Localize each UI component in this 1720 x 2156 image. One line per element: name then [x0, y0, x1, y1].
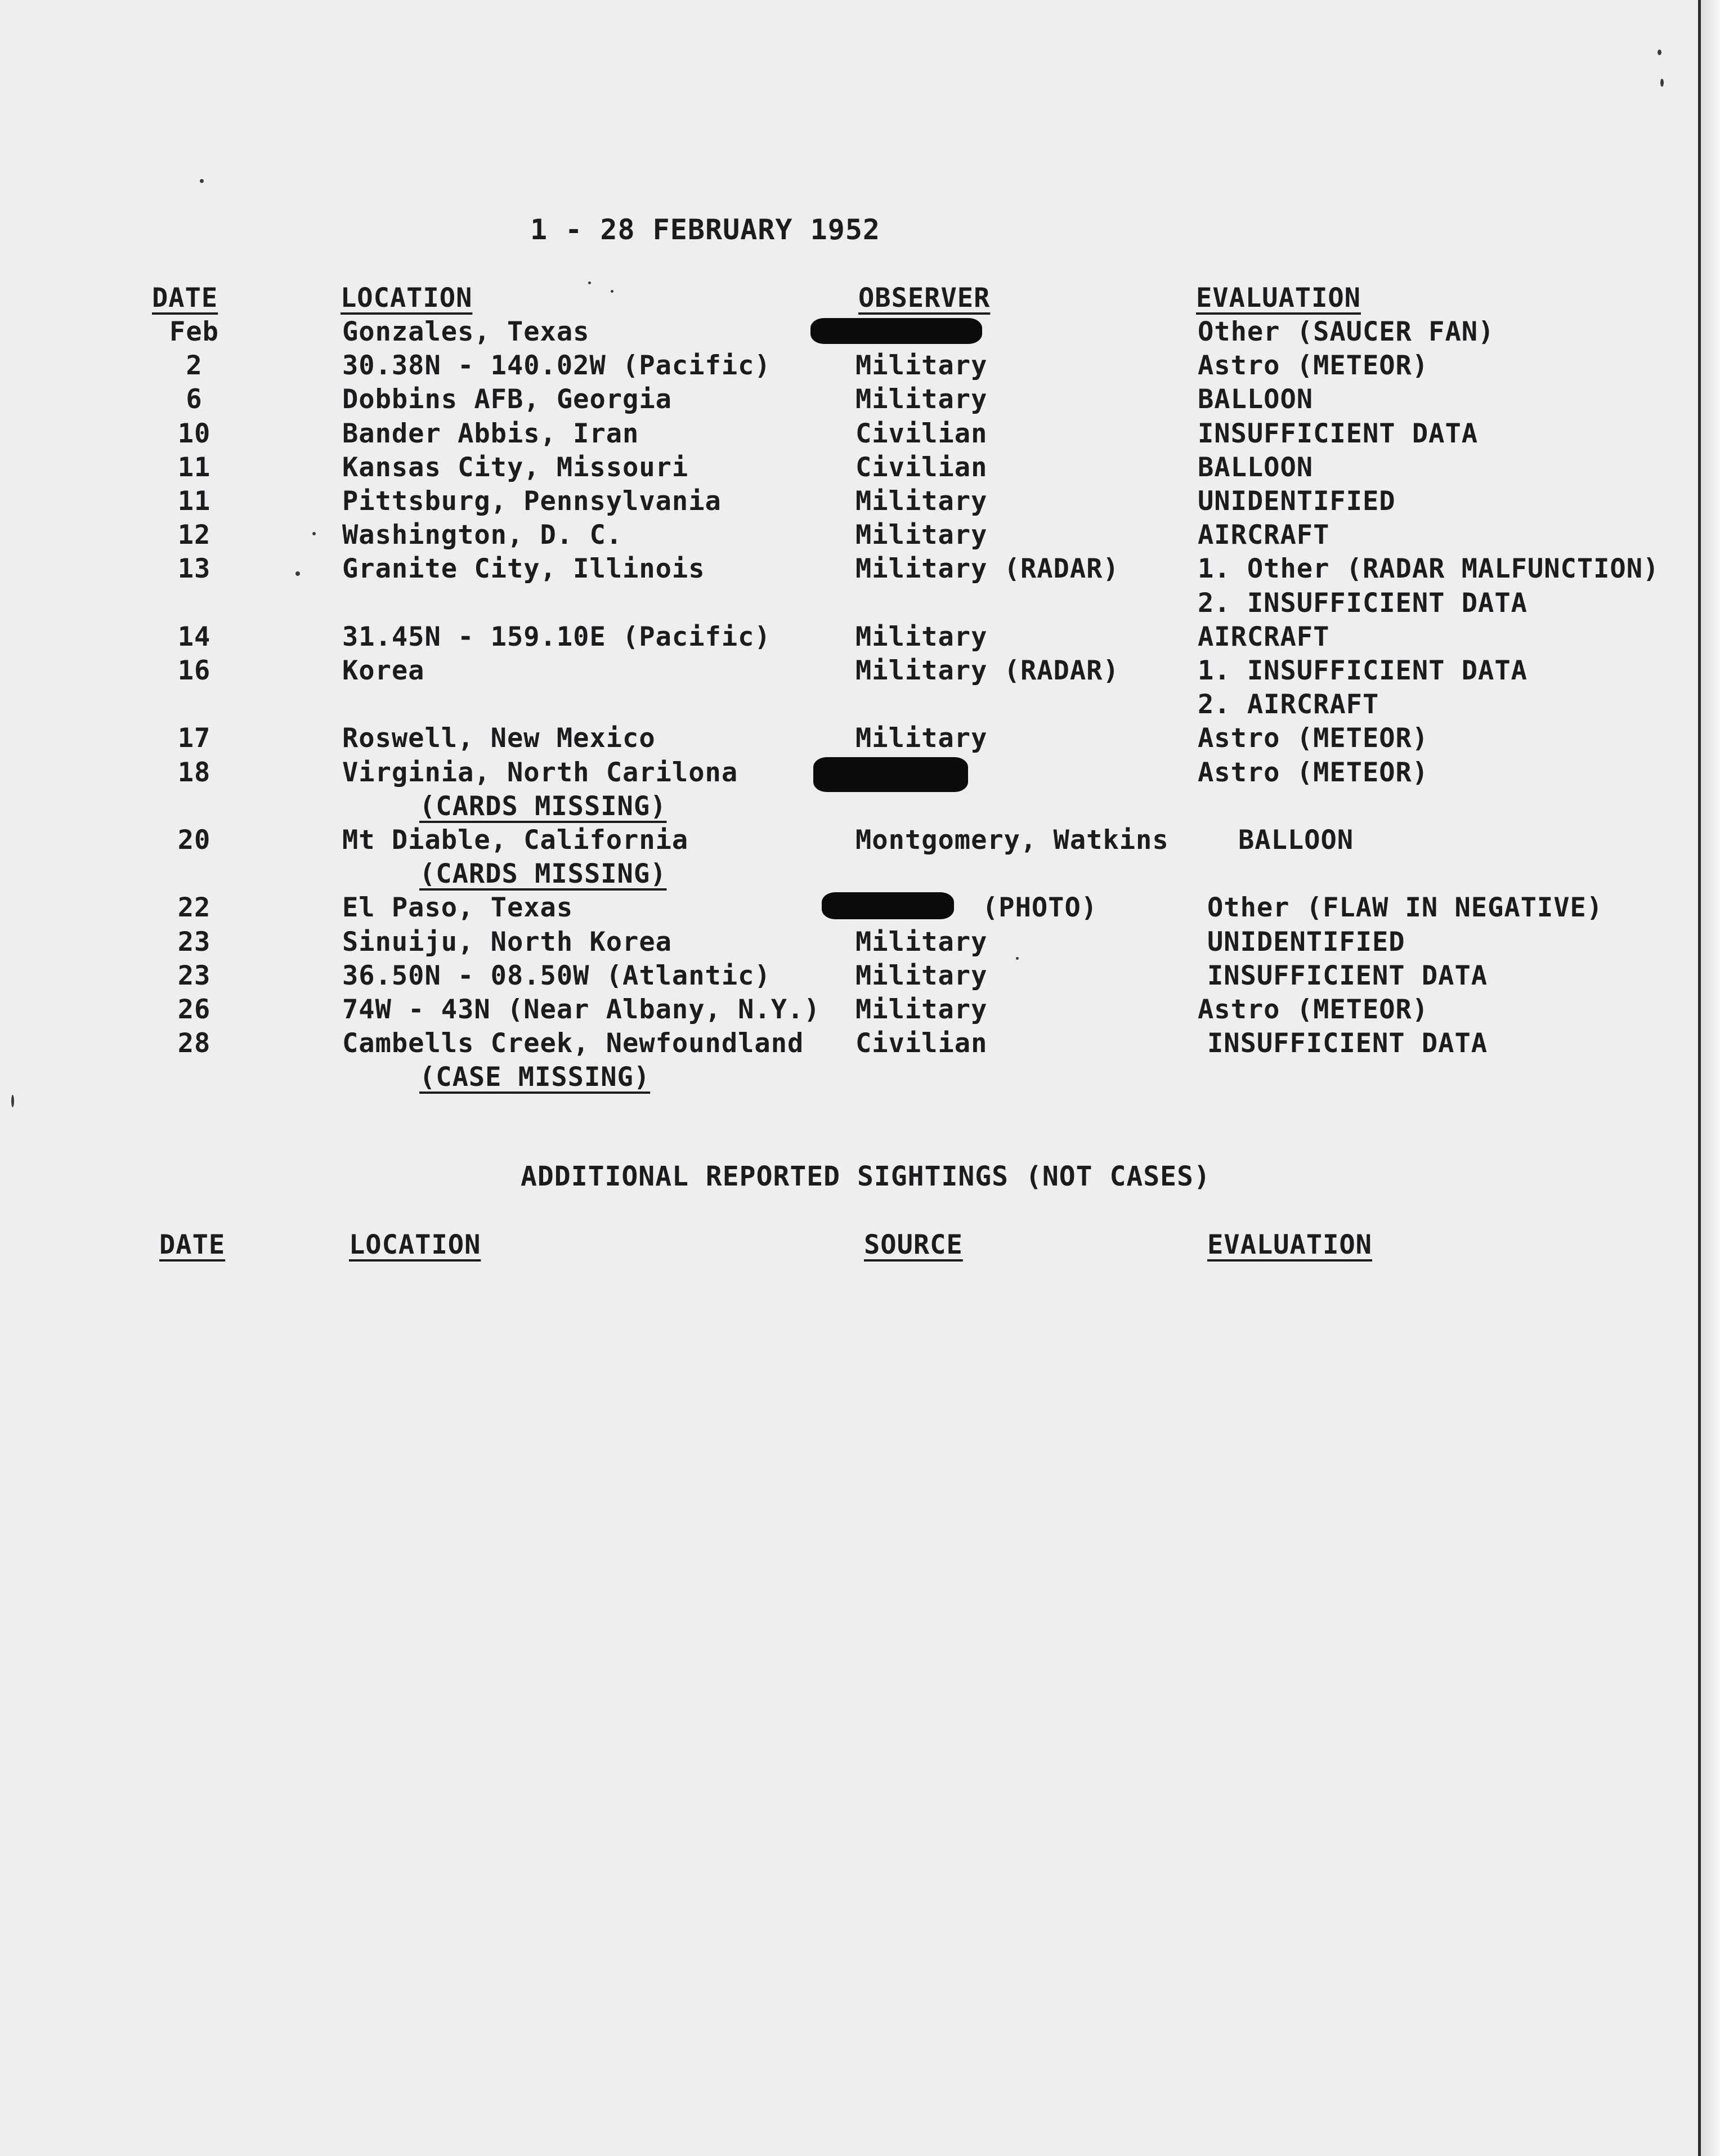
row-observer: Military	[855, 486, 988, 517]
row-location: 30.38N - 140.02W (Pacific)	[342, 350, 771, 381]
table-row	[0, 790, 1700, 824]
scan-speck	[1660, 79, 1664, 87]
row-evaluation: INSUFFICIENT DATA	[1207, 960, 1488, 991]
table-row	[0, 587, 1700, 620]
row-observer: Military	[855, 384, 988, 415]
table-row	[0, 552, 1700, 586]
row-location: Cambells Creek, Newfoundland	[342, 1028, 804, 1059]
row-date: 16	[177, 655, 211, 686]
row-location: Kansas City, Missouri	[342, 452, 689, 483]
row-observer: Military	[855, 960, 988, 991]
row-evaluation: UNIDENTIFIED	[1207, 927, 1405, 958]
row-evaluation: 1. Other (RADAR MALFUNCTION)	[1198, 553, 1660, 584]
table-row	[0, 1027, 1700, 1061]
scan-speck	[588, 281, 591, 284]
scan-speck	[1658, 50, 1661, 55]
row-evaluation: Other (SAUCER FAN)	[1198, 316, 1495, 347]
row-date: 12	[177, 520, 211, 551]
row-evaluation: Astro (METEOR)	[1198, 723, 1429, 754]
row-date: Feb	[169, 316, 219, 347]
table-row	[0, 383, 1700, 417]
additional-header-evaluation: EVALUATION	[1207, 1229, 1372, 1260]
row-observer: Military (RADAR)	[855, 553, 1119, 584]
row-date: 23	[177, 960, 211, 991]
table-row	[0, 451, 1700, 485]
page-edge-shadow	[1698, 0, 1720, 2156]
additional-header-date: DATE	[159, 1229, 226, 1260]
row-location: Virginia, North Carilona	[342, 757, 738, 788]
table-row	[0, 485, 1700, 518]
row-observer: Military	[855, 621, 988, 652]
row-location: Gonzales, Texas	[342, 316, 590, 347]
additional-sightings-title: ADDITIONAL REPORTED SIGHTINGS (NOT CASES)	[521, 1161, 1211, 1192]
row-evaluation: BALLOON	[1198, 384, 1314, 415]
row-date: 11	[177, 486, 211, 517]
row-location: Roswell, New Mexico	[342, 723, 656, 754]
table-row	[0, 1061, 1700, 1094]
row-date: 18	[177, 757, 211, 788]
table-row	[0, 925, 1700, 959]
table-row	[0, 824, 1700, 857]
row-date: 11	[177, 452, 211, 483]
row-location: Washington, D. C.	[342, 520, 623, 551]
row-location: El Paso, Texas	[342, 892, 574, 923]
row-location: Korea	[342, 655, 425, 686]
table-row	[0, 688, 1700, 722]
table-row	[0, 857, 1700, 891]
row-location: Sinuiju, North Korea	[342, 927, 672, 958]
row-location: Pittsburg, Pennsylvania	[342, 486, 722, 517]
row-observer: Civilian	[855, 418, 988, 449]
additional-header-source: SOURCE	[864, 1229, 963, 1260]
row-date: 13	[177, 553, 211, 584]
page-title: 1 - 28 FEBRUARY 1952	[530, 213, 881, 246]
scan-speck	[11, 1095, 14, 1107]
header-observer: OBSERVER	[858, 283, 991, 314]
row-observer: Military	[855, 350, 988, 381]
row-evaluation: 2. INSUFFICIENT DATA	[1198, 588, 1528, 619]
row-observer: Military	[855, 927, 988, 958]
row-evaluation: AIRCRAFT	[1198, 621, 1330, 652]
row-evaluation: BALLOON	[1238, 825, 1354, 856]
row-location: 74W - 43N (Near Albany, N.Y.)	[342, 994, 821, 1025]
table-row	[0, 349, 1700, 383]
redaction-mark	[813, 757, 968, 792]
row-date: 23	[177, 927, 211, 958]
row-location: Bander Abbis, Iran	[342, 418, 639, 449]
row-evaluation: UNIDENTIFIED	[1198, 486, 1396, 517]
row-observer: Military	[855, 723, 988, 754]
redaction-mark	[810, 318, 982, 344]
row-evaluation: INSUFFICIENT DATA	[1198, 418, 1479, 449]
row-location: Dobbins AFB, Georgia	[342, 384, 672, 415]
row-location: Mt Diable, California	[342, 825, 689, 856]
row-evaluation: Astro (METEOR)	[1198, 757, 1429, 788]
row-date: 28	[177, 1028, 211, 1059]
row-date: 20	[177, 825, 211, 856]
row-evaluation: Astro (METEOR)	[1198, 350, 1429, 381]
row-date: 10	[177, 418, 211, 449]
row-date: 2	[186, 350, 203, 381]
row-location: 36.50N - 08.50W (Atlantic)	[342, 960, 771, 991]
row-evaluation: 1. INSUFFICIENT DATA	[1198, 655, 1528, 686]
row-observer: (PHOTO)	[982, 892, 1098, 923]
row-observer: Military	[855, 994, 988, 1025]
row-location: 31.45N - 159.10E (Pacific)	[342, 621, 771, 652]
row-date: 26	[177, 994, 211, 1025]
row-date: 6	[186, 384, 203, 415]
row-note: (CARDS MISSING)	[419, 858, 667, 889]
header-date: DATE	[152, 283, 218, 314]
additional-header-location: LOCATION	[349, 1229, 481, 1260]
table-row	[0, 417, 1700, 451]
table-row	[0, 993, 1700, 1027]
row-observer: Military (RADAR)	[855, 655, 1119, 686]
row-location: Granite City, Illinois	[342, 553, 705, 584]
scan-speck	[611, 290, 613, 293]
row-evaluation: INSUFFICIENT DATA	[1207, 1028, 1488, 1059]
table-row	[0, 518, 1700, 552]
row-evaluation: AIRCRAFT	[1198, 520, 1330, 551]
row-date: 22	[177, 892, 211, 923]
row-observer: Civilian	[855, 1028, 988, 1059]
row-observer: Civilian	[855, 452, 988, 483]
row-note: (CASE MISSING)	[419, 1062, 651, 1093]
row-observer: Military	[855, 520, 988, 551]
row-evaluation: Other (FLAW IN NEGATIVE)	[1207, 892, 1603, 923]
row-observer: Montgomery, Watkins	[855, 825, 1169, 856]
header-evaluation: EVALUATION	[1196, 283, 1361, 314]
row-date: 14	[177, 621, 211, 652]
table-row	[0, 959, 1700, 993]
row-evaluation: Astro (METEOR)	[1198, 994, 1429, 1025]
scan-speck	[200, 179, 204, 183]
table-row	[0, 654, 1700, 688]
row-date: 17	[177, 723, 211, 754]
redaction-mark	[822, 892, 954, 919]
table-row	[0, 620, 1700, 654]
row-evaluation: BALLOON	[1198, 452, 1314, 483]
row-evaluation: 2. AIRCRAFT	[1198, 689, 1379, 720]
table-row	[0, 722, 1700, 755]
header-location: LOCATION	[341, 283, 473, 314]
row-note: (CARDS MISSING)	[419, 791, 667, 822]
